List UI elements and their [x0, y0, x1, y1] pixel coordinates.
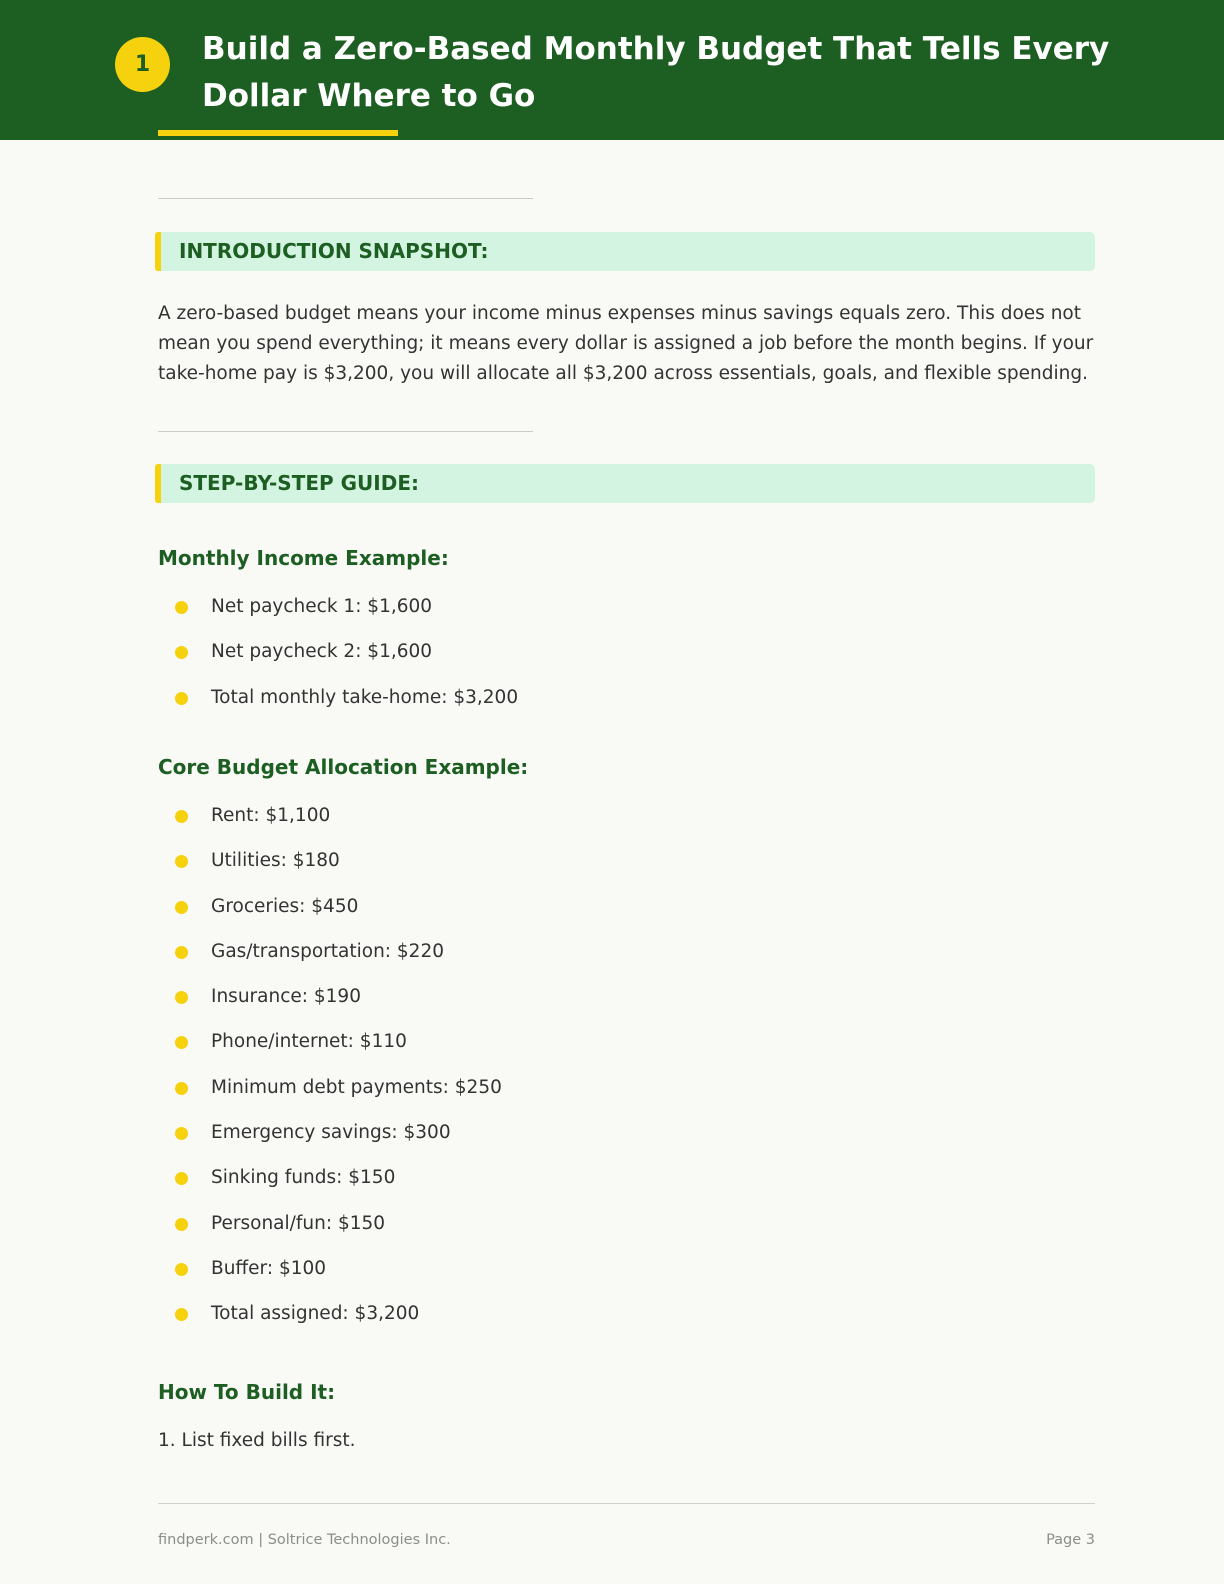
list-item-text: Utilities: $180: [211, 850, 340, 872]
allocation-subheading: Core Budget Allocation Example:: [158, 755, 529, 779]
list-item-text: Total assigned: $3,200: [211, 1303, 420, 1325]
list-item: [158, 800, 502, 845]
bullet-dot-icon: [175, 1127, 188, 1140]
footer-divider: [158, 1503, 1095, 1504]
list-item: [158, 936, 502, 981]
list-item-text: Net paycheck 1: $1,600: [211, 596, 433, 617]
list-item: [158, 1298, 502, 1343]
page-title: Build a Zero-Based Monthly Budget That Tells Every Dollar Where to Go: [202, 31, 1110, 114]
income-list: [158, 591, 518, 727]
list-item-text: Phone/internet: $110: [211, 1031, 407, 1053]
title-accent-underline: [158, 130, 398, 136]
list-item-text: Rent: $1,100: [211, 805, 331, 826]
bullet-dot-icon: [175, 601, 188, 614]
bullet-dot-icon: [175, 1263, 188, 1276]
list-item: [158, 682, 518, 727]
list-item: [158, 1072, 502, 1117]
list-item-text: Personal/fun: $150: [211, 1212, 386, 1234]
allocation-list: [158, 800, 502, 1344]
list-item-text: Buffer: $100: [211, 1257, 327, 1279]
step-number-badge: 1: [115, 37, 170, 92]
list-item-text: Insurance: $190: [211, 986, 361, 1008]
list-item-text: Groceries: $450: [211, 895, 359, 917]
intro-section-banner: [155, 232, 1095, 271]
list-item: [158, 1253, 502, 1298]
list-item-text: Net paycheck 2: $1,600: [211, 641, 433, 663]
list-item: [158, 636, 518, 681]
list-item: [158, 1026, 502, 1071]
bullet-dot-icon: [175, 855, 188, 868]
list-item: [158, 591, 518, 636]
page-number: Page 3: [1046, 1532, 1095, 1548]
build-subheading: How To Build It:: [158, 1380, 336, 1404]
guide-section-banner: [155, 464, 1095, 503]
bullet-dot-icon: [175, 1308, 188, 1321]
bullet-dot-icon: [175, 991, 188, 1004]
section-divider: [158, 198, 533, 199]
bullet-dot-icon: [175, 810, 188, 823]
footer-source: findperk.com | Soltrice Technologies Inc.: [158, 1532, 451, 1548]
list-item-text: Gas/transportation: $220: [211, 940, 444, 962]
list-item: [158, 1208, 502, 1253]
list-item: [158, 1162, 502, 1207]
list-item: [158, 845, 502, 890]
list-item: [158, 891, 502, 936]
list-item: [158, 981, 502, 1026]
bullet-dot-icon: [175, 1218, 188, 1231]
bullet-dot-icon: [175, 1082, 188, 1095]
bullet-dot-icon: [175, 946, 188, 959]
list-item-text: Emergency savings: $300: [211, 1122, 451, 1144]
intro-section-heading: INTRODUCTION SNAPSHOT:: [179, 239, 489, 263]
list-item-text: Sinking funds: $150: [211, 1167, 396, 1189]
list-item: [158, 1117, 502, 1162]
list-item-text: Total monthly take-home: $3,200: [211, 686, 519, 708]
guide-section-heading: STEP-BY-STEP GUIDE:: [179, 471, 419, 495]
income-subheading: Monthly Income Example:: [158, 546, 449, 570]
bullet-dot-icon: [175, 901, 188, 914]
list-item-text: Minimum debt payments: $250: [211, 1076, 502, 1098]
intro-paragraph: A zero-based budget means your income minus expenses minus savings equals zero. This does not mean you spend everything; it means every dollar is assigned a job before the month begins. If your take-home pay is $3,200, you will allocate all $3,200 across essentials, goals, and flexible spending.: [158, 303, 1094, 384]
bullet-dot-icon: [175, 1036, 188, 1049]
bullet-dot-icon: [175, 1172, 188, 1185]
page-header: [0, 0, 1224, 140]
build-step-1: 1. List fixed bills first.: [158, 1430, 356, 1451]
section-divider: [158, 431, 533, 432]
bullet-dot-icon: [175, 646, 188, 659]
bullet-dot-icon: [175, 692, 188, 705]
